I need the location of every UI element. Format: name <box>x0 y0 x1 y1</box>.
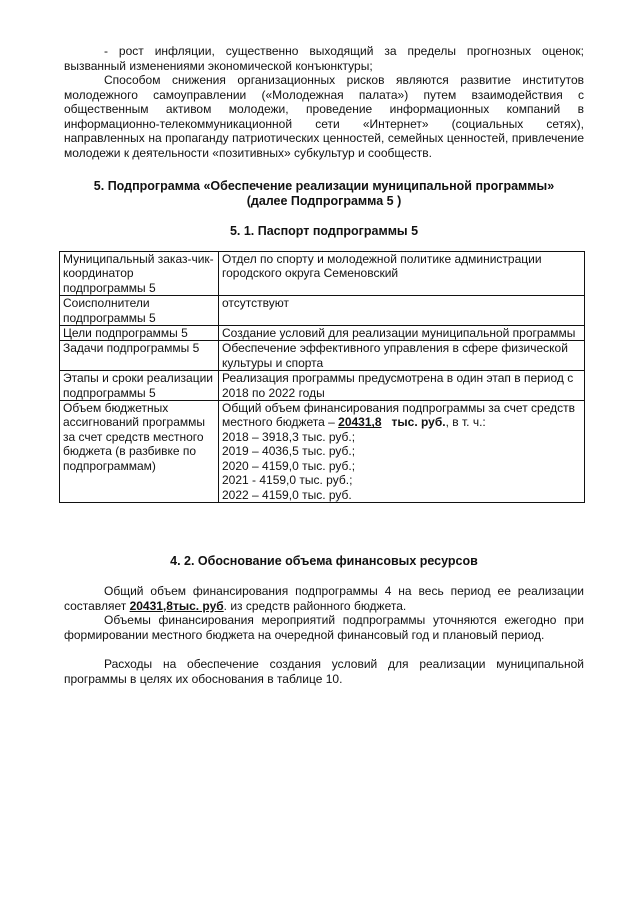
passport-value: Отдел по спорту и молодежной политике администрации городского округа Семеновский <box>219 252 585 296</box>
annual-adjustment-paragraph: Объемы финансирования мероприятий подпрограммы уточняются ежегодно при формировании местного бюджета на очередной финансовый год и плановый период. <box>64 613 584 642</box>
funding-label: Объем бюджетных ассигнований программы за счет средств местного бюджета (в разбивке по подпрограммам) <box>60 401 219 503</box>
section-5-heading-line1: 5. Подпрограмма «Обеспечение реализации муниципальной программы» <box>93 179 555 193</box>
total-financing-text: Общий объем финансирования подпрограммы 4 на весь период ее реализации составляет <box>64 584 584 613</box>
total-financing-paragraph <box>64 584 584 613</box>
passport-table <box>59 251 585 503</box>
table-row <box>60 341 585 371</box>
funding-total: 20431,8 <box>338 415 382 430</box>
table-row <box>60 252 585 296</box>
inflation-risk-paragraph: - рост инфляции, существенно выходящий за пределы прогнозных оценок; вызванный изменениями экономической конъюнктуры; <box>64 44 584 73</box>
passport-value: Реализация программы предусмотрена в один этап в период с 2018 по 2022 годы <box>219 371 585 401</box>
table-row <box>60 326 585 341</box>
passport-label: Цели подпрограммы 5 <box>60 326 219 341</box>
table-row <box>60 296 585 326</box>
passport-label: Этапы и сроки реализации подпрограммы 5 <box>60 371 219 401</box>
risk-mitigation-paragraph: Способом снижения организационных рисков являются развитие институтов молодежного самоуправлении («Молодежная палата») путем взаимодействия с общественным активом молодежи, проведение информационных компаний в информационно-телекоммуникационной сети «Интернет» (социальных сетях), направленных на пропаганду патриотических ценностей, семейных ценностей, привлечение молодежи к деятельности «позитивных» субкультур и сообществ. <box>64 73 584 160</box>
passport-value: Создание условий для реализации муниципальной программы <box>219 326 585 341</box>
funding-by-year <box>222 430 581 502</box>
passport-subheading: 5. 1. Паспорт подпрограммы 5 <box>229 224 419 238</box>
passport-value: отсутствуют <box>219 296 585 326</box>
funding-value <box>219 401 585 503</box>
table-row <box>60 401 585 503</box>
total-financing-source: . из средств районного бюджета. <box>223 598 407 613</box>
funding-year-item: 2018 – 3918,3 тыс. руб.; <box>222 429 356 444</box>
funding-suffix: , в т. ч.: <box>445 415 486 430</box>
total-financing-amount: 20431,8тыс. руб <box>129 598 224 613</box>
funding-summary <box>222 401 581 430</box>
funding-unit: тыс. руб. <box>391 415 446 430</box>
funding-year-item: 2020 – 4159,0 тыс. руб.; <box>222 458 356 473</box>
section-4-2-heading: 4. 2. Обоснование объема финансовых ресурсов <box>170 554 478 568</box>
funding-year-item: 2022 – 4159,0 тыс. руб. <box>222 487 352 502</box>
passport-label: Соисполнители подпрограммы 5 <box>60 296 219 326</box>
funding-year-item: 2021 - 4159,0 тыс. руб.; <box>222 473 353 488</box>
funding-intro: Общий объем финансирования подпрограммы за счет средств местного бюджета – <box>222 401 575 430</box>
table-row <box>60 371 585 401</box>
passport-label: Задачи подпрограммы 5 <box>60 341 219 371</box>
funding-year-item: 2019 – 4036,5 тыс. руб.; <box>222 444 356 459</box>
section-5-heading-line2: (далее Подпрограмма 5 ) <box>246 194 402 208</box>
expenses-paragraph: Расходы на обеспечение создания условий для реализации муниципальной программы в целях их обоснования в таблице 10. <box>64 657 584 686</box>
passport-label: Муниципальный заказ-чик-координатор подпрограммы 5 <box>60 252 219 296</box>
passport-value: Обеспечение эффективного управления в сфере физической культуры и спорта <box>219 341 585 371</box>
